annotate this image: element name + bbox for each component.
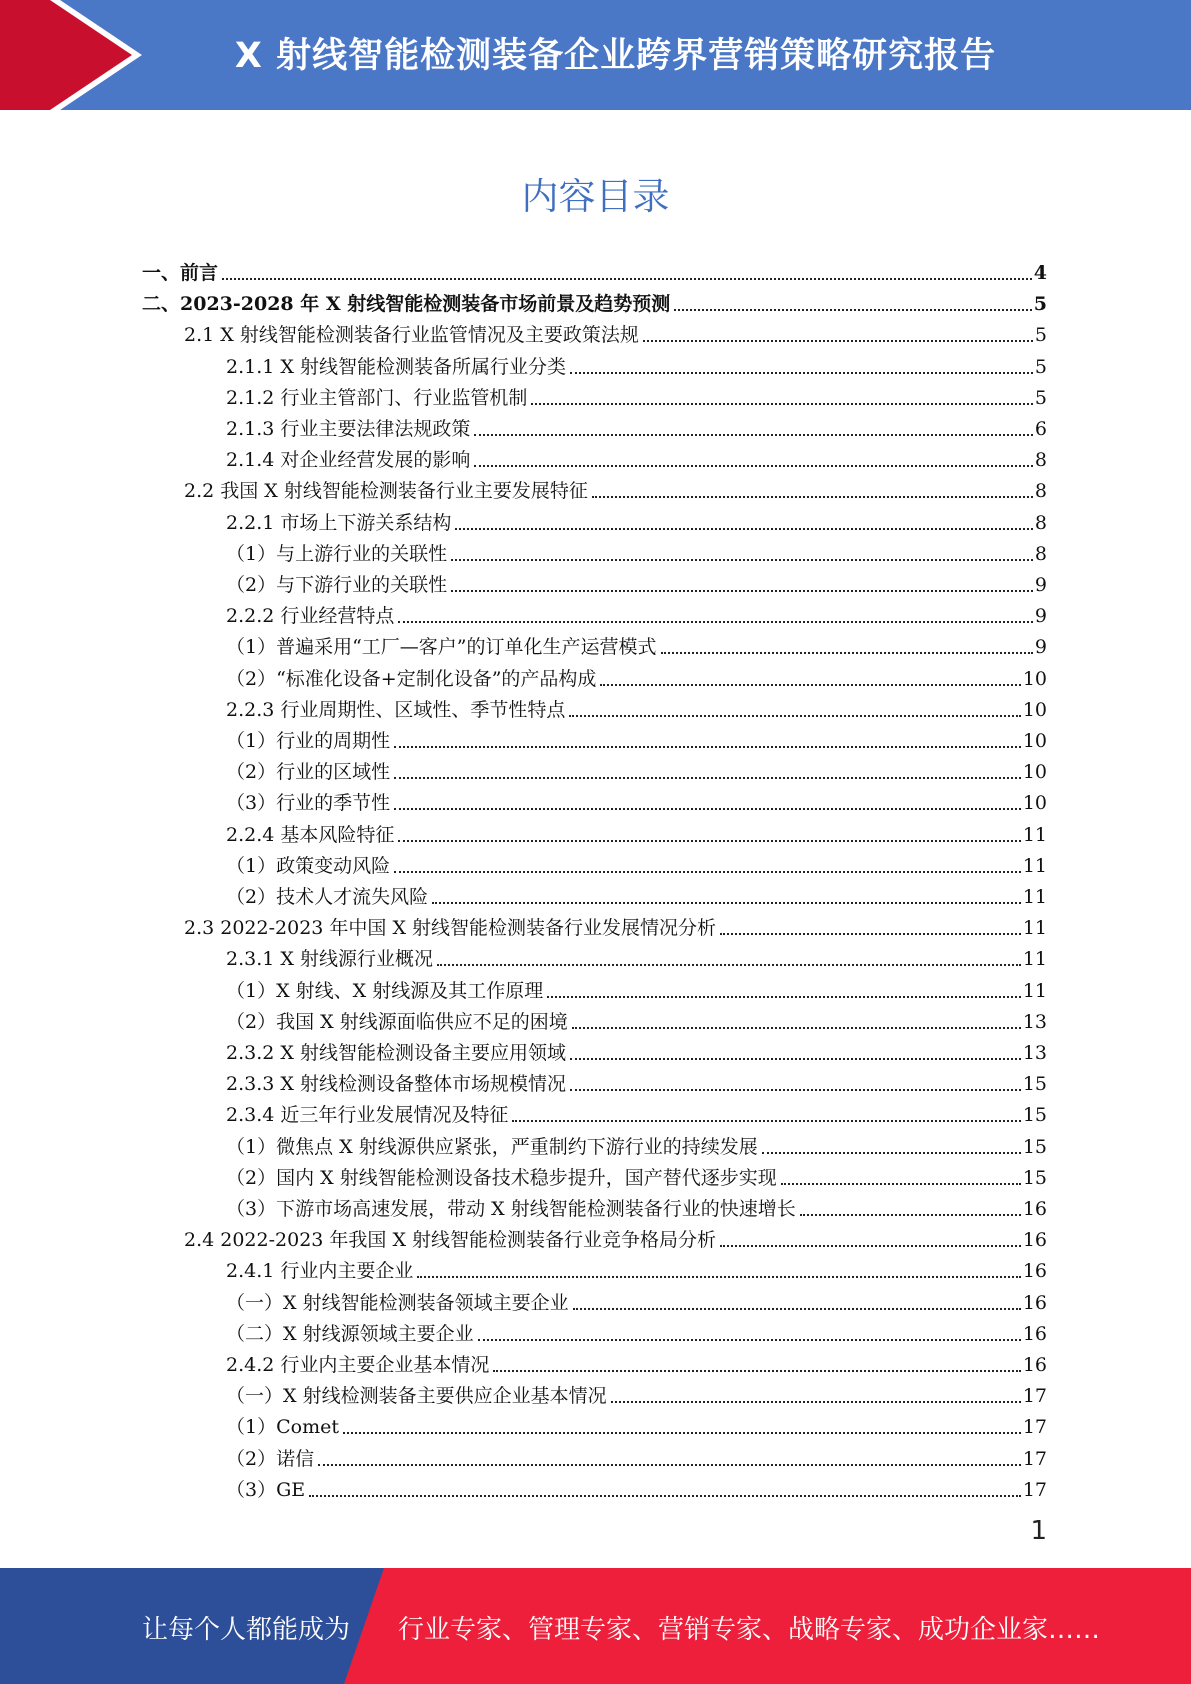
toc-entry-title: 2.4.2 行业内主要企业基本情况 bbox=[226, 1354, 490, 1376]
toc-entry-title: 2.2.3 行业周期性、区域性、季节性特点 bbox=[226, 698, 566, 721]
toc-entry[interactable] bbox=[226, 504, 1047, 535]
toc-entry-page: 15 bbox=[1022, 1104, 1047, 1127]
toc-dot-leader bbox=[417, 1276, 1020, 1278]
toc-entry-page: 10 bbox=[1022, 761, 1047, 784]
toc-entry-page: 16 bbox=[1022, 1291, 1047, 1314]
toc-entry[interactable] bbox=[226, 660, 1047, 691]
toc-dot-leader bbox=[643, 340, 1033, 342]
toc-entry-title: （2）我国 X 射线源面临供应不足的困境 bbox=[226, 1010, 568, 1033]
toc-entry-title: （2）国内 X 射线智能检测设备技术稳步提升，国产替代逐步实现 bbox=[226, 1166, 777, 1189]
toc-entry-page: 11 bbox=[1022, 917, 1047, 940]
toc-entry[interactable] bbox=[226, 628, 1047, 659]
toc-entry-title: （2）与下游行业的关联性 bbox=[226, 574, 448, 596]
toc-entry[interactable] bbox=[226, 379, 1047, 410]
toc-entry-page: 8 bbox=[1034, 542, 1047, 565]
toc-dot-leader bbox=[394, 808, 1021, 810]
toc-entry-title: 2.1.4 对企业经营发展的影响 bbox=[226, 449, 471, 472]
toc-dot-leader bbox=[592, 496, 1033, 498]
toc-entry-page: 10 bbox=[1022, 792, 1047, 815]
toc-entry-page: 9 bbox=[1034, 636, 1047, 659]
toc-entry-title: 2.3 2022-2023 年中国 X 射线智能检测装备行业发展情况分析 bbox=[184, 917, 717, 940]
toc-entry-title: 2.2 我国 X 射线智能检测装备行业主要发展特征 bbox=[184, 480, 588, 503]
toc-entry-page: 10 bbox=[1022, 698, 1047, 721]
toc-dot-leader bbox=[570, 1089, 1021, 1091]
toc-entry-page: 8 bbox=[1034, 480, 1047, 503]
toc-dot-leader bbox=[531, 403, 1033, 405]
toc-entry[interactable] bbox=[226, 1003, 1047, 1034]
toc-entry-title: （2）“标准化设备+定制化设备”的产品构成 bbox=[226, 667, 597, 690]
toc-entry-page: 11 bbox=[1022, 854, 1047, 877]
toc-entry-page: 17 bbox=[1022, 1478, 1047, 1501]
toc-entry-page: 11 bbox=[1022, 823, 1047, 846]
toc-dot-leader bbox=[570, 1058, 1021, 1060]
toc-entry-title: （2）诺信 bbox=[226, 1447, 315, 1470]
toc-entry-title: 2.1 X 射线智能检测装备行业监管情况及主要政策法规 bbox=[184, 324, 639, 347]
toc-dot-leader bbox=[720, 1245, 1021, 1247]
toc-entry-title: 2.3.2 X 射线智能检测设备主要应用领域 bbox=[226, 1042, 566, 1064]
toc-entry-title: （2）技术人才流失风险 bbox=[226, 886, 429, 908]
toc-entry-title: （1）政策变动风险 bbox=[226, 854, 391, 877]
toc-entry[interactable] bbox=[184, 316, 1047, 347]
page-number: 1 bbox=[1030, 1516, 1047, 1546]
toc-entry[interactable] bbox=[226, 348, 1047, 379]
toc-entry-title: （1）普遍采用“工厂—客户”的订单化生产运营模式 bbox=[226, 636, 657, 659]
toc-dot-leader bbox=[572, 1027, 1021, 1029]
toc-dot-leader bbox=[343, 1432, 1021, 1434]
toc-dot-leader bbox=[570, 372, 1033, 374]
toc-entry-page: 9 bbox=[1034, 574, 1047, 596]
toc-entry-page: 15 bbox=[1022, 1135, 1047, 1158]
toc-entry[interactable] bbox=[226, 847, 1047, 878]
toc-entry-page: 4 bbox=[1033, 262, 1047, 284]
toc-entry-page: 5 bbox=[1034, 324, 1047, 347]
toc-entry[interactable] bbox=[226, 816, 1047, 847]
toc-dot-leader bbox=[222, 278, 1032, 280]
toc-entry[interactable] bbox=[226, 691, 1047, 722]
toc-entry[interactable] bbox=[226, 410, 1047, 441]
toc-entry-title: 2.3.4 近三年行业发展情况及特征 bbox=[226, 1104, 509, 1127]
page-footer bbox=[0, 1568, 1191, 1684]
toc-entry-title: 2.2.4 基本风险特征 bbox=[226, 823, 395, 846]
toc-heading: 内容目录 bbox=[521, 175, 670, 218]
toc-entry-page: 5 bbox=[1033, 293, 1047, 316]
toc-dot-leader bbox=[674, 309, 1032, 311]
toc-dot-leader bbox=[318, 1464, 1021, 1466]
toc-entry-page: 5 bbox=[1034, 386, 1047, 409]
toc-entry-title: 2.4.1 行业内主要企业 bbox=[226, 1260, 414, 1283]
toc-dot-leader bbox=[451, 590, 1033, 592]
toc-entry-title: 2.2.2 行业经营特点 bbox=[226, 605, 395, 628]
toc-dot-leader bbox=[455, 528, 1033, 530]
toc-dot-leader bbox=[394, 777, 1021, 779]
toc-entry-page: 15 bbox=[1022, 1166, 1047, 1189]
toc-entry-page: 11 bbox=[1022, 886, 1047, 908]
toc-dot-leader bbox=[493, 1370, 1020, 1372]
toc-entry-page: 11 bbox=[1022, 948, 1047, 971]
toc-dot-leader bbox=[474, 465, 1033, 467]
toc-dot-leader bbox=[309, 1495, 1021, 1497]
toc-entry[interactable] bbox=[226, 753, 1047, 784]
toc-entry[interactable] bbox=[226, 878, 1047, 909]
toc-entry[interactable] bbox=[226, 1471, 1047, 1502]
toc-entry-title: 一、前言 bbox=[142, 262, 219, 284]
toc-entry-title: （3）下游市场高速发展，带动 X 射线智能检测装备行业的快速增长 bbox=[226, 1198, 796, 1220]
toc-entry[interactable] bbox=[226, 940, 1047, 971]
toc-entry-page: 5 bbox=[1034, 355, 1047, 378]
toc-entry[interactable] bbox=[226, 1377, 1047, 1408]
toc-entry[interactable] bbox=[226, 1440, 1047, 1471]
toc-entry[interactable] bbox=[184, 472, 1047, 503]
toc-entry[interactable] bbox=[226, 722, 1047, 753]
toc-entry[interactable] bbox=[226, 566, 1047, 597]
toc-dot-leader bbox=[800, 1214, 1021, 1216]
toc-entry[interactable] bbox=[226, 1408, 1047, 1439]
toc-entry[interactable] bbox=[226, 1284, 1047, 1315]
toc-entry-title: （1）Comet bbox=[226, 1416, 339, 1439]
toc-entry-title: （一）X 射线智能检测装备领域主要企业 bbox=[226, 1291, 569, 1314]
toc-entry[interactable] bbox=[184, 909, 1047, 940]
toc-entry-page: 16 bbox=[1022, 1229, 1047, 1252]
toc-entry-page: 10 bbox=[1022, 667, 1047, 690]
toc-entry[interactable] bbox=[184, 1221, 1047, 1252]
toc-entry-page: 13 bbox=[1022, 1010, 1047, 1033]
toc-entry[interactable] bbox=[226, 1346, 1047, 1377]
toc-entry-title: （2）行业的区域性 bbox=[226, 761, 391, 784]
toc-entry[interactable] bbox=[226, 535, 1047, 566]
toc-entry-page: 10 bbox=[1022, 730, 1047, 752]
toc-entry-page: 17 bbox=[1022, 1447, 1047, 1470]
toc-dot-leader bbox=[437, 964, 1021, 966]
report-title: X 射线智能检测装备企业跨界营销策略研究报告 bbox=[234, 36, 997, 76]
toc-entry-page: 9 bbox=[1034, 605, 1047, 628]
toc-entry-page: 16 bbox=[1022, 1354, 1047, 1376]
toc-entry-title: （1）X 射线、X 射线源及其工作原理 bbox=[226, 979, 544, 1002]
toc-entry-page: 17 bbox=[1022, 1416, 1047, 1439]
toc-dot-leader bbox=[398, 621, 1033, 623]
toc-entry[interactable] bbox=[226, 441, 1047, 472]
toc-dot-leader bbox=[478, 1339, 1021, 1341]
toc-entry-title: （1）行业的周期性 bbox=[226, 730, 391, 752]
toc-entry[interactable] bbox=[226, 1159, 1047, 1190]
toc-dot-leader bbox=[432, 902, 1021, 904]
toc-entry-page: 15 bbox=[1022, 1073, 1047, 1096]
toc-entry-title: 2.3.1 X 射线源行业概况 bbox=[226, 948, 433, 971]
toc-entry-title: 二、2023-2028 年 X 射线智能检测装备市场前景及趋势预测 bbox=[142, 293, 671, 316]
toc-entry-title: 2.1.1 X 射线智能检测装备所属行业分类 bbox=[226, 355, 566, 378]
footer-slogan-left: 让每个人都能成为 bbox=[142, 1615, 351, 1645]
toc-dot-leader bbox=[611, 1401, 1021, 1403]
toc-dot-leader bbox=[600, 684, 1020, 686]
toc-entry-page: 16 bbox=[1022, 1322, 1047, 1345]
toc-entry-title: （一）X 射线检测装备主要供应企业基本情况 bbox=[226, 1385, 607, 1408]
toc-entry-page: 6 bbox=[1034, 418, 1047, 440]
toc-entry-page: 11 bbox=[1022, 979, 1047, 1002]
toc-dot-leader bbox=[512, 1120, 1020, 1122]
toc-entry[interactable] bbox=[226, 1315, 1047, 1346]
toc-entry[interactable] bbox=[226, 1190, 1047, 1221]
toc-entry[interactable] bbox=[226, 972, 1047, 1003]
toc-entry[interactable] bbox=[226, 1252, 1047, 1283]
toc-entry-title: （3）GE bbox=[226, 1478, 306, 1501]
toc-dot-leader bbox=[661, 652, 1033, 654]
toc-entry-title: 2.4 2022-2023 年我国 X 射线智能检测装备行业竞争格局分析 bbox=[184, 1229, 717, 1252]
toc-entry[interactable] bbox=[226, 784, 1047, 815]
toc-entry-page: 8 bbox=[1034, 449, 1047, 472]
toc-entry-page: 16 bbox=[1022, 1260, 1047, 1283]
toc-dot-leader bbox=[781, 1183, 1021, 1185]
toc-dot-leader bbox=[451, 559, 1033, 561]
toc-entry[interactable] bbox=[226, 1128, 1047, 1159]
toc-entry[interactable] bbox=[226, 1096, 1047, 1127]
toc-dot-leader bbox=[547, 996, 1021, 998]
toc-dot-leader bbox=[762, 1152, 1021, 1154]
toc-entry-title: 2.1.2 行业主管部门、行业监管机制 bbox=[226, 386, 528, 409]
toc-entry-page: 8 bbox=[1034, 511, 1047, 534]
page-header bbox=[0, 0, 1191, 110]
toc-dot-leader bbox=[394, 871, 1021, 873]
toc-entry-title: 2.1.3 行业主要法律法规政策 bbox=[226, 418, 471, 440]
toc-dot-leader bbox=[569, 715, 1020, 717]
toc-entry[interactable] bbox=[226, 597, 1047, 628]
toc-dot-leader bbox=[398, 840, 1020, 842]
footer-slogan-right: 行业专家、管理专家、营销专家、战略专家、成功企业家…… bbox=[398, 1615, 1101, 1645]
toc-entry[interactable] bbox=[142, 254, 1047, 285]
toc-entry-title: （1）与上游行业的关联性 bbox=[226, 542, 448, 565]
toc-entry[interactable] bbox=[142, 285, 1047, 316]
toc-entry-title: （二）X 射线源领域主要企业 bbox=[226, 1322, 474, 1345]
toc-entry-page: 17 bbox=[1022, 1385, 1047, 1408]
toc-dot-leader bbox=[573, 1308, 1021, 1310]
toc-entry-page: 16 bbox=[1022, 1198, 1047, 1220]
toc-entry[interactable] bbox=[226, 1065, 1047, 1096]
toc-dot-leader bbox=[394, 746, 1021, 748]
toc-dot-leader bbox=[474, 434, 1033, 436]
toc-entry-page: 13 bbox=[1022, 1042, 1047, 1064]
toc-dot-leader bbox=[720, 933, 1021, 935]
toc-entry[interactable] bbox=[226, 1034, 1047, 1065]
toc-entry-title: 2.2.1 市场上下游关系结构 bbox=[226, 511, 452, 534]
toc-entry-title: （3）行业的季节性 bbox=[226, 792, 391, 815]
toc-entry-title: （1）微焦点 X 射线源供应紧张，严重制约下游行业的持续发展 bbox=[226, 1135, 758, 1158]
toc-entry-title: 2.3.3 X 射线检测设备整体市场规模情况 bbox=[226, 1073, 566, 1096]
